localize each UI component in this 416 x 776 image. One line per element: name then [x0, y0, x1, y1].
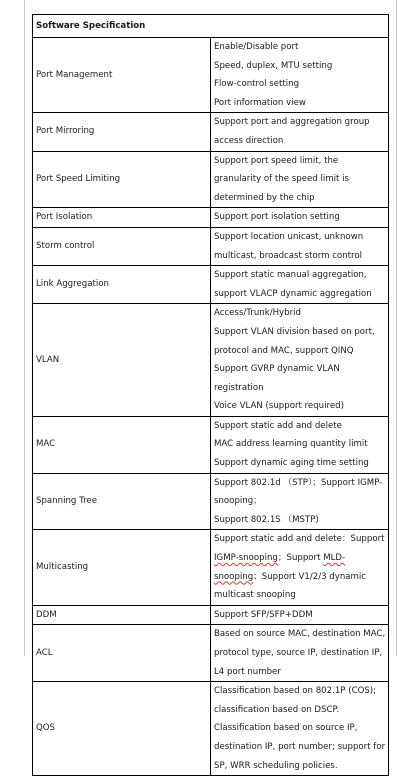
table-row	[33, 304, 389, 417]
table-row	[33, 38, 389, 113]
description-line	[214, 208, 386, 227]
description-text: Flow-control setting	[214, 79, 300, 90]
description-text: Based on source MAC, destination MAC, protocol type, source IP, destination IP, L4 port number	[214, 629, 386, 677]
table-title: Software Specification	[33, 15, 389, 38]
description-line	[214, 38, 386, 57]
feature-description-cell	[211, 266, 389, 304]
feature-name-cell: Port Speed Limiting	[33, 151, 211, 208]
feature-name-cell: Storm control	[33, 227, 211, 265]
description-text: Support GVRP dynamic VLAN registration	[214, 364, 340, 393]
description-text: MAC address learning quantity limit	[214, 439, 368, 450]
software-specification-table	[32, 14, 389, 776]
feature-description-cell	[211, 227, 389, 265]
feature-name-cell: Link Aggregation	[33, 266, 211, 304]
description-line	[214, 360, 386, 397]
description-line	[214, 57, 386, 76]
feature-name-cell: ACL	[33, 625, 211, 682]
description-text: Voice VLAN (support required)	[214, 401, 344, 412]
feature-name-cell: Spanning Tree	[33, 473, 211, 530]
description-line	[214, 397, 386, 416]
description-line	[214, 113, 386, 150]
description-line	[214, 530, 386, 604]
description-line	[214, 152, 386, 208]
feature-name-cell: MAC	[33, 416, 211, 473]
description-text: Classification based on source IP, destination IP, port number; support for SP, WRR scheduling policies.	[214, 723, 386, 771]
description-line	[214, 323, 386, 360]
table-row	[33, 682, 389, 776]
description-text: Classification based on 802.1P (COS); classification based on DSCP.	[214, 686, 377, 715]
description-text: Support static add and delete：Support	[214, 534, 385, 545]
description-line	[214, 474, 386, 511]
table-title-row	[33, 15, 389, 38]
description-line	[214, 266, 386, 303]
feature-name-cell: QOS	[33, 682, 211, 776]
spellcheck-underlined-term: MLD-snooping	[214, 553, 346, 582]
feature-description-cell	[211, 304, 389, 417]
description-text: Support SFP/SFP+DDM	[214, 609, 313, 620]
description-line	[214, 719, 386, 775]
description-text: Support static add and delete	[214, 420, 342, 431]
table-row	[33, 416, 389, 473]
description-text: ；Support	[277, 553, 324, 564]
description-line	[214, 435, 386, 454]
description-line	[214, 454, 386, 473]
description-line	[214, 228, 386, 265]
description-text: Support static manual aggregation, support VLACP dynamic aggregation	[214, 270, 372, 299]
description-text: Access/Trunk/Hybrid	[214, 308, 301, 319]
page-right-edge	[396, 0, 397, 656]
description-text: Support location unicast, unknown multicast, broadcast storm control	[214, 231, 364, 261]
feature-description-cell	[211, 530, 389, 605]
spellcheck-underlined-term: IGMP-snooping	[214, 553, 278, 564]
feature-description-cell	[211, 682, 389, 776]
feature-description-cell	[211, 113, 389, 151]
page-left-edge	[24, 0, 25, 656]
description-text: Support port isolation setting	[214, 212, 340, 223]
feature-name-cell: Port Mirroring	[33, 113, 211, 151]
feature-description-cell	[211, 605, 389, 625]
description-text: Support dynamic aging time setting	[214, 458, 369, 469]
description-text: Speed, duplex, MTU setting	[214, 60, 333, 71]
feature-name-cell: Multicasting	[33, 530, 211, 605]
table-row	[33, 208, 389, 228]
description-text: Support port and aggregation group access direction	[214, 117, 370, 146]
table-row	[33, 113, 389, 151]
description-text: ；Support V1/2/3 dynamic multicast snooping	[214, 571, 367, 601]
description-line	[214, 511, 386, 530]
feature-description-cell	[211, 151, 389, 208]
feature-description-cell	[211, 473, 389, 530]
description-line	[214, 625, 386, 681]
description-text: Port information view	[214, 97, 306, 108]
description-line	[214, 417, 386, 436]
feature-description-cell	[211, 625, 389, 682]
description-text: Enable/Disable port	[214, 42, 299, 52]
description-line	[214, 75, 386, 94]
description-text: Support 802.1S （MSTP)	[214, 514, 319, 525]
description-line	[214, 606, 386, 625]
table-row	[33, 266, 389, 304]
feature-description-cell	[211, 416, 389, 473]
description-text: Support VLAN division based on port, protocol and MAC, support QINQ	[214, 326, 375, 356]
feature-name-cell: DDM	[33, 605, 211, 625]
description-line	[214, 304, 386, 323]
table-row	[33, 625, 389, 682]
description-text: Support port speed limit, the granularity of the speed limit is determined by the chip	[214, 155, 349, 203]
table-row	[33, 227, 389, 265]
feature-description-cell	[211, 208, 389, 228]
table-row	[33, 473, 389, 530]
table-row	[33, 605, 389, 625]
feature-name-cell: Port Management	[33, 38, 211, 113]
table-row	[33, 151, 389, 208]
feature-name-cell: VLAN	[33, 304, 211, 417]
description-line	[214, 94, 386, 113]
table-row	[33, 530, 389, 605]
feature-name-cell: Port Isolation	[33, 208, 211, 228]
feature-description-cell	[211, 38, 389, 113]
description-line	[214, 682, 386, 719]
description-text: Support 802.1d （STP）；Support IGMP-snooping；	[214, 477, 383, 507]
